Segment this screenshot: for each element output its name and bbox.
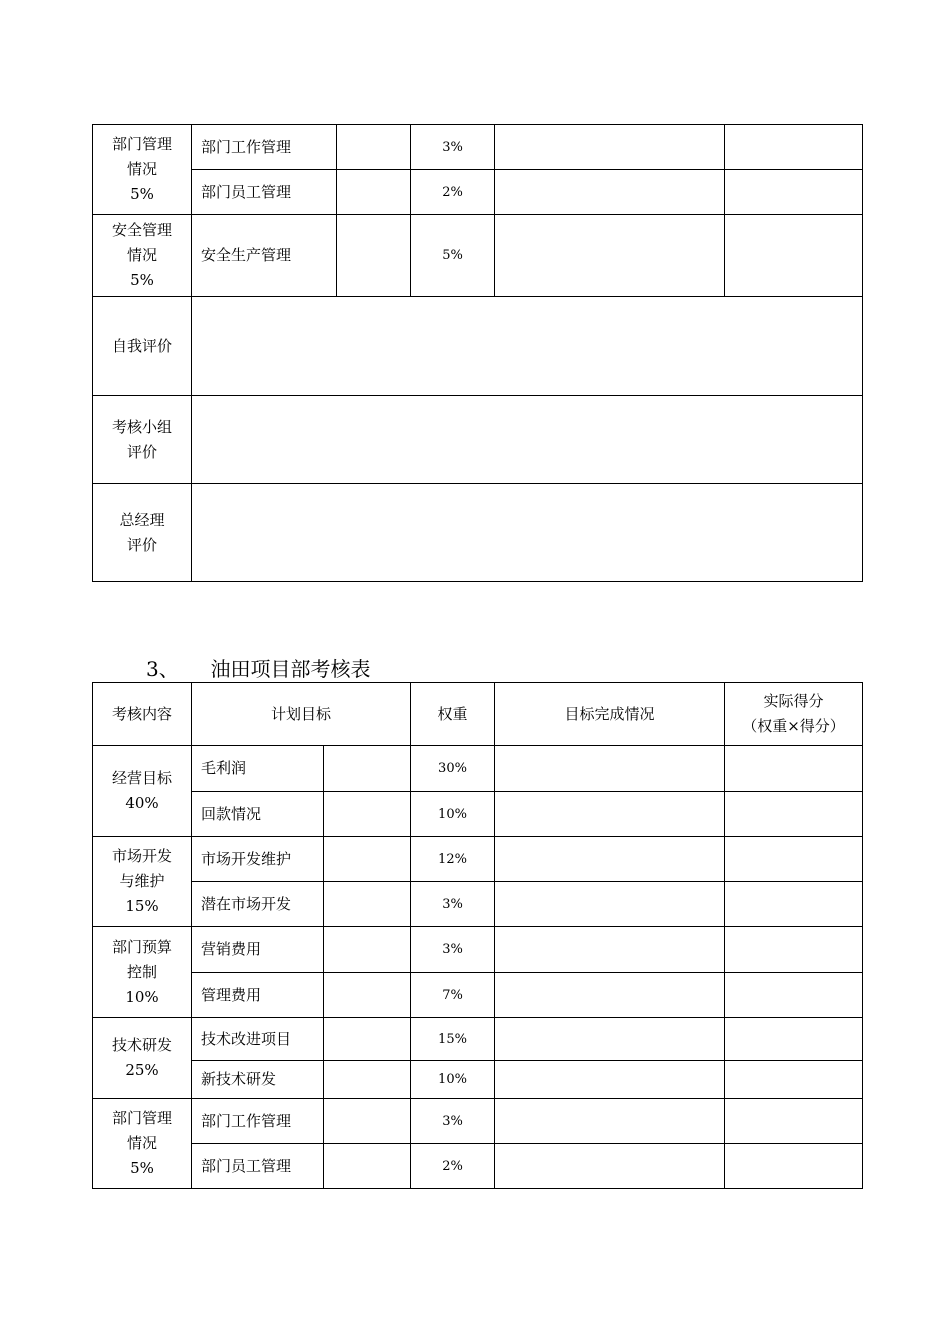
weight-cell: 12%: [411, 837, 495, 882]
completion-cell: [495, 215, 725, 297]
table-row: [93, 215, 863, 297]
item-cell: 回款情况: [192, 792, 324, 837]
completion-cell: [495, 882, 725, 927]
group-eval-field[interactable]: [192, 396, 863, 484]
target-cell: [324, 1144, 411, 1189]
completion-cell: [495, 837, 725, 882]
gm-eval-label: 总经理 评价: [93, 484, 192, 582]
target-cell: [324, 1099, 411, 1144]
table-row: [93, 1061, 863, 1099]
header-completion: 目标完成情况: [495, 683, 725, 746]
weight-cell: 3%: [411, 1099, 495, 1144]
item-cell: 毛利润: [192, 746, 324, 792]
item-cell: 技术改进项目: [192, 1018, 324, 1061]
section-title: 油田项目部考核表: [210, 657, 371, 681]
gm-eval-row: [93, 484, 863, 582]
score-cell: [725, 1018, 863, 1061]
score-cell: [725, 973, 863, 1018]
item-cell: 安全生产管理: [192, 215, 337, 297]
score-cell: [725, 170, 863, 215]
assessment-table-continued: [92, 124, 863, 582]
completion-cell: [495, 1061, 725, 1099]
header-weight: 权重: [411, 683, 495, 746]
group-eval-row: [93, 396, 863, 484]
table-row: [93, 1099, 863, 1144]
item-cell: 潜在市场开发: [192, 882, 324, 927]
target-cell: [337, 215, 411, 297]
score-cell: [725, 1061, 863, 1099]
target-cell: [324, 746, 411, 792]
table-row: [93, 170, 863, 215]
weight-cell: 3%: [411, 882, 495, 927]
oilfield-project-assessment-table: [92, 682, 863, 1189]
completion-cell: [495, 792, 725, 837]
table-row: [93, 746, 863, 792]
completion-cell: [495, 125, 725, 170]
category-cell: 技术研发 25%: [93, 1018, 192, 1099]
self-eval-label: 自我评价: [93, 297, 192, 396]
completion-cell: [495, 927, 725, 973]
table-row: [93, 1018, 863, 1061]
category-cell: 部门预算 控制 10%: [93, 927, 192, 1018]
completion-cell: [495, 746, 725, 792]
self-eval-field[interactable]: [192, 297, 863, 396]
target-cell: [324, 1018, 411, 1061]
score-cell: [725, 1144, 863, 1189]
score-cell: [725, 1099, 863, 1144]
category-cell: 部门管理 情况 5%: [93, 125, 192, 215]
gm-eval-field[interactable]: [192, 484, 863, 582]
item-cell: 部门员工管理: [192, 1144, 324, 1189]
weight-cell: 10%: [411, 1061, 495, 1099]
weight-cell: 3%: [411, 927, 495, 973]
item-cell: 营销费用: [192, 927, 324, 973]
header-row: [93, 683, 863, 746]
weight-cell: 10%: [411, 792, 495, 837]
target-cell: [337, 125, 411, 170]
section-number: 3、: [146, 657, 179, 681]
item-cell: 部门工作管理: [192, 125, 337, 170]
self-eval-row: [93, 297, 863, 396]
target-cell: [324, 792, 411, 837]
section-heading: [146, 655, 371, 683]
table-row: [93, 927, 863, 973]
item-cell: 管理费用: [192, 973, 324, 1018]
score-cell: [725, 792, 863, 837]
target-cell: [324, 1061, 411, 1099]
weight-cell: 2%: [411, 170, 495, 215]
item-cell: 新技术研发: [192, 1061, 324, 1099]
target-cell: [324, 837, 411, 882]
completion-cell: [495, 1099, 725, 1144]
header-target: 计划目标: [192, 683, 411, 746]
weight-cell: 2%: [411, 1144, 495, 1189]
score-cell: [725, 746, 863, 792]
completion-cell: [495, 170, 725, 215]
score-cell: [725, 125, 863, 170]
completion-cell: [495, 973, 725, 1018]
header-score: 实际得分 （权重×得分）: [725, 683, 863, 746]
table-row: [93, 837, 863, 882]
group-eval-label: 考核小组 评价: [93, 396, 192, 484]
target-cell: [337, 170, 411, 215]
item-cell: 部门员工管理: [192, 170, 337, 215]
target-cell: [324, 973, 411, 1018]
table-row: [93, 882, 863, 927]
category-cell: 安全管理 情况 5%: [93, 215, 192, 297]
header-content: 考核内容: [93, 683, 192, 746]
item-cell: 部门工作管理: [192, 1099, 324, 1144]
weight-cell: 5%: [411, 215, 495, 297]
completion-cell: [495, 1018, 725, 1061]
category-cell: 部门管理 情况 5%: [93, 1099, 192, 1189]
weight-cell: 3%: [411, 125, 495, 170]
score-cell: [725, 927, 863, 973]
category-cell: 经营目标 40%: [93, 746, 192, 837]
score-cell: [725, 837, 863, 882]
completion-cell: [495, 1144, 725, 1189]
target-cell: [324, 927, 411, 973]
item-cell: 市场开发维护: [192, 837, 324, 882]
table-row: [93, 125, 863, 170]
category-cell: 市场开发 与维护 15%: [93, 837, 192, 927]
score-cell: [725, 215, 863, 297]
target-cell: [324, 882, 411, 927]
table-row: [93, 1144, 863, 1189]
table-row: [93, 973, 863, 1018]
table-row: [93, 792, 863, 837]
weight-cell: 7%: [411, 973, 495, 1018]
score-cell: [725, 882, 863, 927]
weight-cell: 30%: [411, 746, 495, 792]
weight-cell: 15%: [411, 1018, 495, 1061]
